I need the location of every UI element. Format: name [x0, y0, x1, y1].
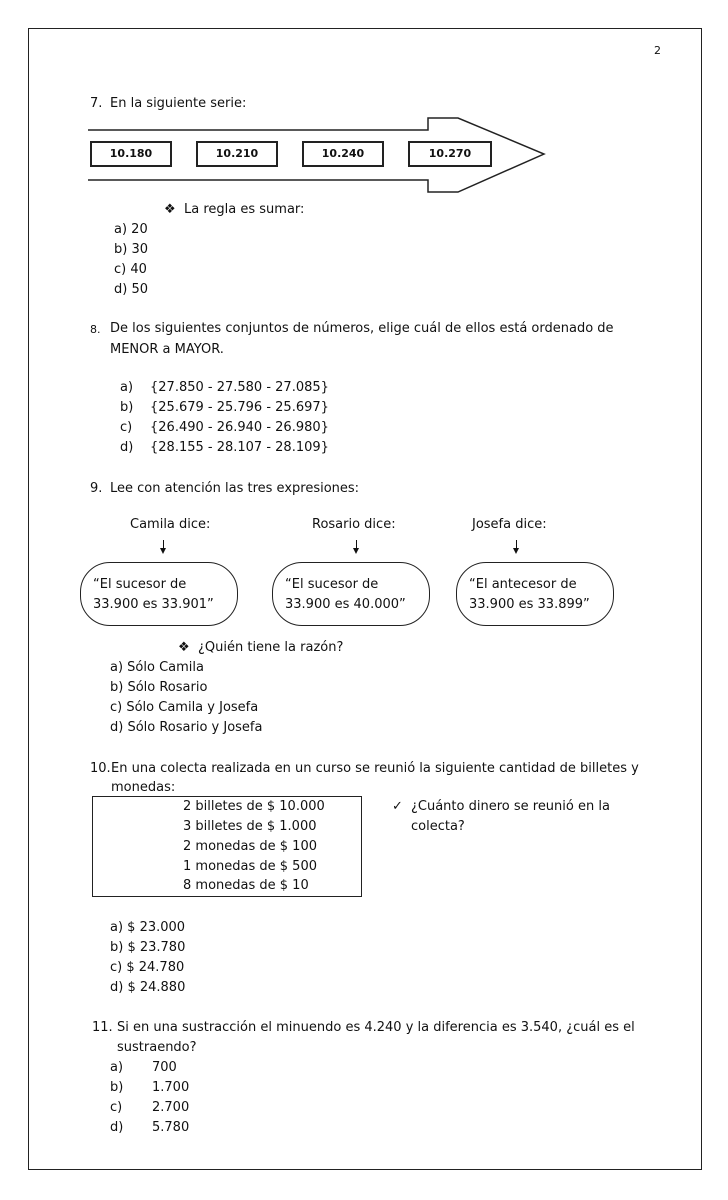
option-a-set: {27.850 - 27.580 - 27.085} — [150, 380, 329, 395]
option-b-set: {25.679 - 25.796 - 25.697} — [150, 400, 329, 415]
option-c: c) $ 24.780 — [110, 960, 185, 975]
option-d-value: 5.780 — [152, 1120, 190, 1135]
option-c-letter: c) — [120, 420, 133, 435]
option-c: c) Sólo Camila y Josefa — [110, 700, 259, 715]
quote-line2: 33.900 es 33.901” — [93, 597, 214, 612]
option-d: d) Sólo Rosario y Josefa — [110, 720, 263, 735]
arrow-down-icon — [516, 540, 517, 552]
option-b-letter: b) — [120, 400, 134, 415]
question-prompt-line1: ¿Cuánto dinero se reunió en la — [411, 799, 610, 814]
option-b-value: 1.700 — [152, 1080, 190, 1095]
money-item: 3 billetes de $ 1.000 — [183, 819, 317, 834]
option-b: b) 30 — [114, 242, 148, 257]
money-item: 1 monedas de $ 500 — [183, 859, 317, 874]
question-text: Lee con atención las tres expresiones: — [110, 481, 360, 496]
question-number: 8. — [90, 323, 101, 336]
option-d: d) 50 — [114, 282, 148, 297]
rule-text: La regla es sumar: — [184, 202, 305, 217]
speaker-camila: Camila dice: — [130, 517, 211, 532]
quote-bubble-rosario — [272, 562, 430, 626]
option-b: b) $ 23.780 — [110, 940, 186, 955]
question-number: 10. — [90, 761, 111, 776]
money-item: 2 billetes de $ 10.000 — [183, 799, 325, 814]
question-number: 9. — [90, 481, 103, 496]
question-text-line1: En una colecta realizada en un curso se reunió la siguiente cantidad de billetes y — [111, 761, 639, 776]
question-text-line2: sustraendo? — [117, 1040, 197, 1055]
series-box-2: 10.210 — [196, 141, 278, 167]
series-box-3: 10.240 — [302, 141, 384, 167]
question-text-line2: MENOR a MAYOR. — [110, 342, 224, 357]
speaker-josefa: Josefa dice: — [472, 517, 547, 532]
money-box — [92, 796, 362, 897]
option-a: a) Sólo Camila — [110, 660, 204, 675]
quote-line2: 33.900 es 40.000” — [285, 597, 406, 612]
quote-bubble-camila — [80, 562, 238, 626]
quote-line2: 33.900 es 33.899” — [469, 597, 590, 612]
option-d: d) $ 24.880 — [110, 980, 186, 995]
option-c-letter: c) — [110, 1100, 123, 1115]
option-b: b) Sólo Rosario — [110, 680, 208, 695]
question-text-line2: monedas: — [111, 780, 176, 795]
option-c: c) 40 — [114, 262, 147, 277]
series-box-4: 10.270 — [408, 141, 492, 167]
question-number: 11. — [92, 1020, 113, 1035]
option-a-value: 700 — [152, 1060, 177, 1075]
option-c-value: 2.700 — [152, 1100, 190, 1115]
question-text: En la siguiente serie: — [110, 96, 247, 111]
series-box-1: 10.180 — [90, 141, 172, 167]
arrow-down-icon — [356, 540, 357, 552]
option-d-set: {28.155 - 28.107 - 28.109} — [150, 440, 329, 455]
option-d-letter: d) — [120, 440, 134, 455]
option-c-set: {26.490 - 26.940 - 26.980} — [150, 420, 329, 435]
question-prompt-line2: colecta? — [411, 819, 465, 834]
diamond-bullet-icon: ❖ — [164, 202, 176, 217]
question-text-line1: De los siguientes conjuntos de números, elige cuál de ellos está ordenado de — [110, 321, 614, 336]
option-a-letter: a) — [120, 380, 134, 395]
question-text-line1: Si en una sustracción el minuendo es 4.240 y la diferencia es 3.540, ¿cuál es el — [117, 1020, 635, 1035]
option-d-letter: d) — [110, 1120, 124, 1135]
quote-line1: “El sucesor de — [285, 577, 379, 592]
quote-line1: “El sucesor de — [93, 577, 187, 592]
page-number: 2 — [654, 44, 661, 57]
option-a: a) $ 23.000 — [110, 920, 186, 935]
option-a-letter: a) — [110, 1060, 124, 1075]
option-a: a) 20 — [114, 222, 148, 237]
diamond-bullet-icon: ❖ — [178, 640, 190, 655]
money-item: 8 monedas de $ 10 — [183, 878, 309, 893]
checkmark-icon: ✓ — [392, 799, 403, 814]
quote-bubble-josefa — [456, 562, 614, 626]
speaker-rosario: Rosario dice: — [312, 517, 396, 532]
question-number: 7. — [90, 96, 103, 111]
quote-line1: “El antecesor de — [469, 577, 577, 592]
money-item: 2 monedas de $ 100 — [183, 839, 317, 854]
arrow-down-icon — [163, 540, 164, 552]
question-prompt: ¿Quién tiene la razón? — [198, 640, 344, 655]
option-b-letter: b) — [110, 1080, 124, 1095]
